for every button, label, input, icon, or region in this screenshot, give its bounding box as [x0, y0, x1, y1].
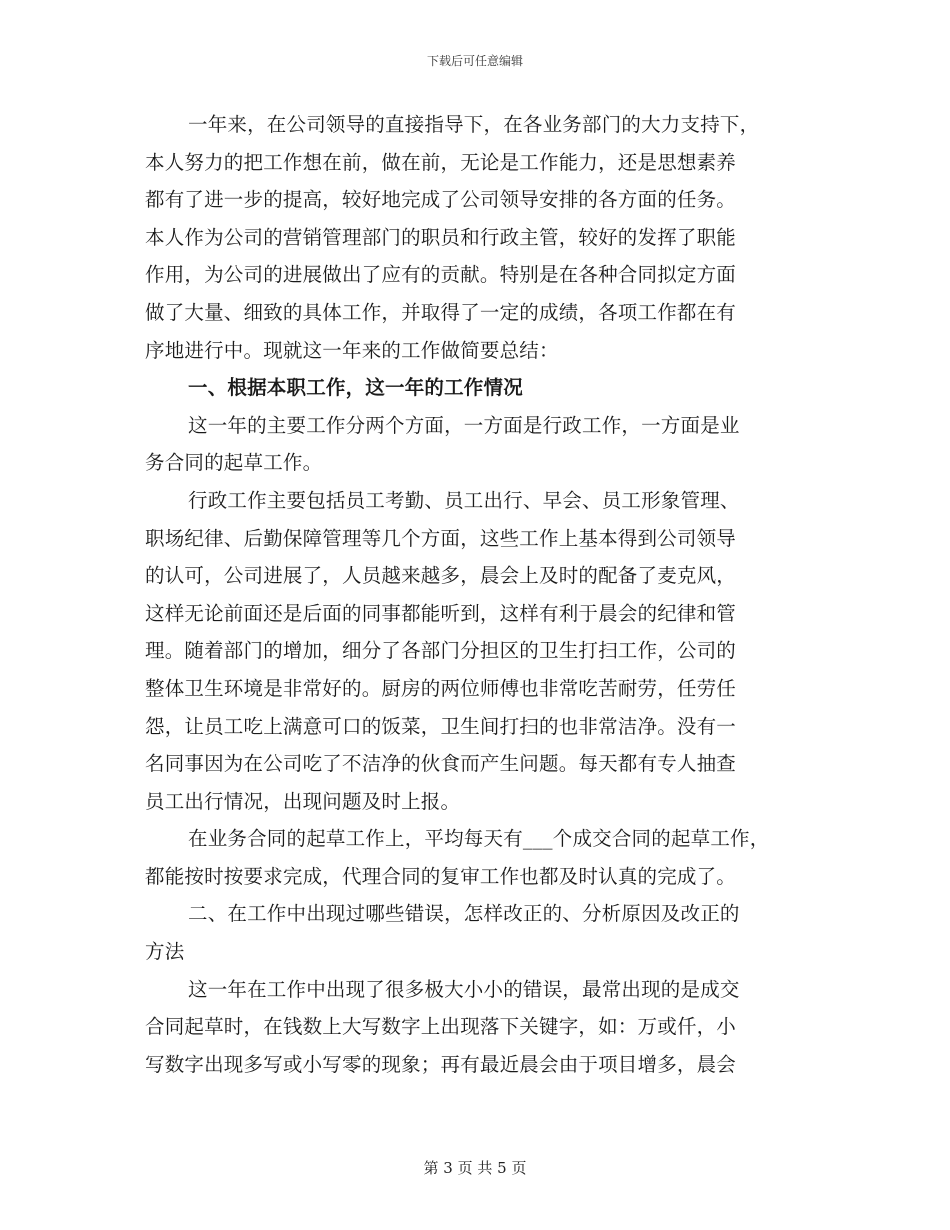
body-line: 本人作为公司的营销管理部门的职员和行政主管，较好的发挥了职能	[145, 225, 737, 249]
body-line: 都有了进一步的提高，较好地完成了公司领导安排的各方面的任务。	[145, 188, 737, 212]
body-line: 员工出行情况，出现问题及时上报。	[145, 789, 461, 813]
document-body	[145, 106, 810, 1083]
body-line: 作用，为公司的进展做出了应有的贡献。特别是在各种合同拟定方面	[145, 263, 737, 287]
page-header: 下载后可任意编辑	[426, 54, 523, 68]
body-line: 整体卫生环境是非常好的。厨房的两位师傅也非常吃苦耐劳，任劳任	[145, 676, 737, 700]
body-line: 行政工作主要包括员工考勤、员工出行、早会、员工形象管理、	[188, 488, 740, 512]
body-line: 序地进行中。现就这一年来的工作做简要总结：	[145, 338, 559, 362]
body-line: 合同起草时，在钱数上大写数字上出现落下关键字，如：万或仟，小	[145, 1015, 737, 1039]
body-line: 的认可，公司进展了，人员越来越多，晨会上及时的配备了麦克风，	[145, 564, 737, 588]
body-line: 一年来，在公司领导的直接指导下，在各业务部门的大力支持下，	[188, 113, 760, 136]
body-line: 方法	[145, 940, 185, 964]
page-footer: 第 3 页 共 5 页	[423, 1159, 527, 1177]
body-line: 做了大量、细致的具体工作，并取得了一定的成绩，各项工作都在有	[145, 300, 737, 324]
body-line: 这一年的主要工作分两个方面，一方面是行政工作，一方面是业	[188, 413, 740, 437]
body-line: 这一年在工作中出现了很多极大小小的错误，最常出现的是成交	[188, 977, 740, 1001]
body-line: 务合同的起草工作。	[145, 451, 323, 475]
body-line: 职场纪律、后勤保障管理等几个方面，这些工作上基本得到公司领导	[145, 526, 737, 550]
body-line: 本人努力的把工作想在前，做在前，无论是工作能力，还是思想素养	[145, 150, 737, 174]
section-heading: 一、根据本职工作，这一年的工作情况	[188, 376, 523, 400]
body-line: 理。随着部门的增加，细分了各部门分担区的卫生打扫工作，公司的	[145, 639, 737, 663]
section-heading: 二、在工作中出现过哪些错误，怎样改正的、分析原因及改正的	[188, 902, 740, 926]
body-line: 写数字出现多写或小写零的现象；再有最近晨会由于项目增多，晨会	[145, 1052, 737, 1076]
body-line: 都能按时按要求完成，代理合同的复审工作也都及时认真的完成了。	[145, 864, 737, 888]
body-line: 怨，让员工吃上满意可口的饭菜，卫生间打扫的也非常洁净。没有一	[145, 714, 737, 738]
body-line: 这样无论前面还是后面的同事都能听到，这样有利于晨会的纪律和管	[145, 601, 737, 625]
body-line: 在业务合同的起草工作上，平均每天有___个成交合同的起草工作，	[188, 827, 770, 851]
body-line: 名同事因为在公司吃了不洁净的伙食而产生问题。每天都有专人抽查	[145, 752, 737, 776]
